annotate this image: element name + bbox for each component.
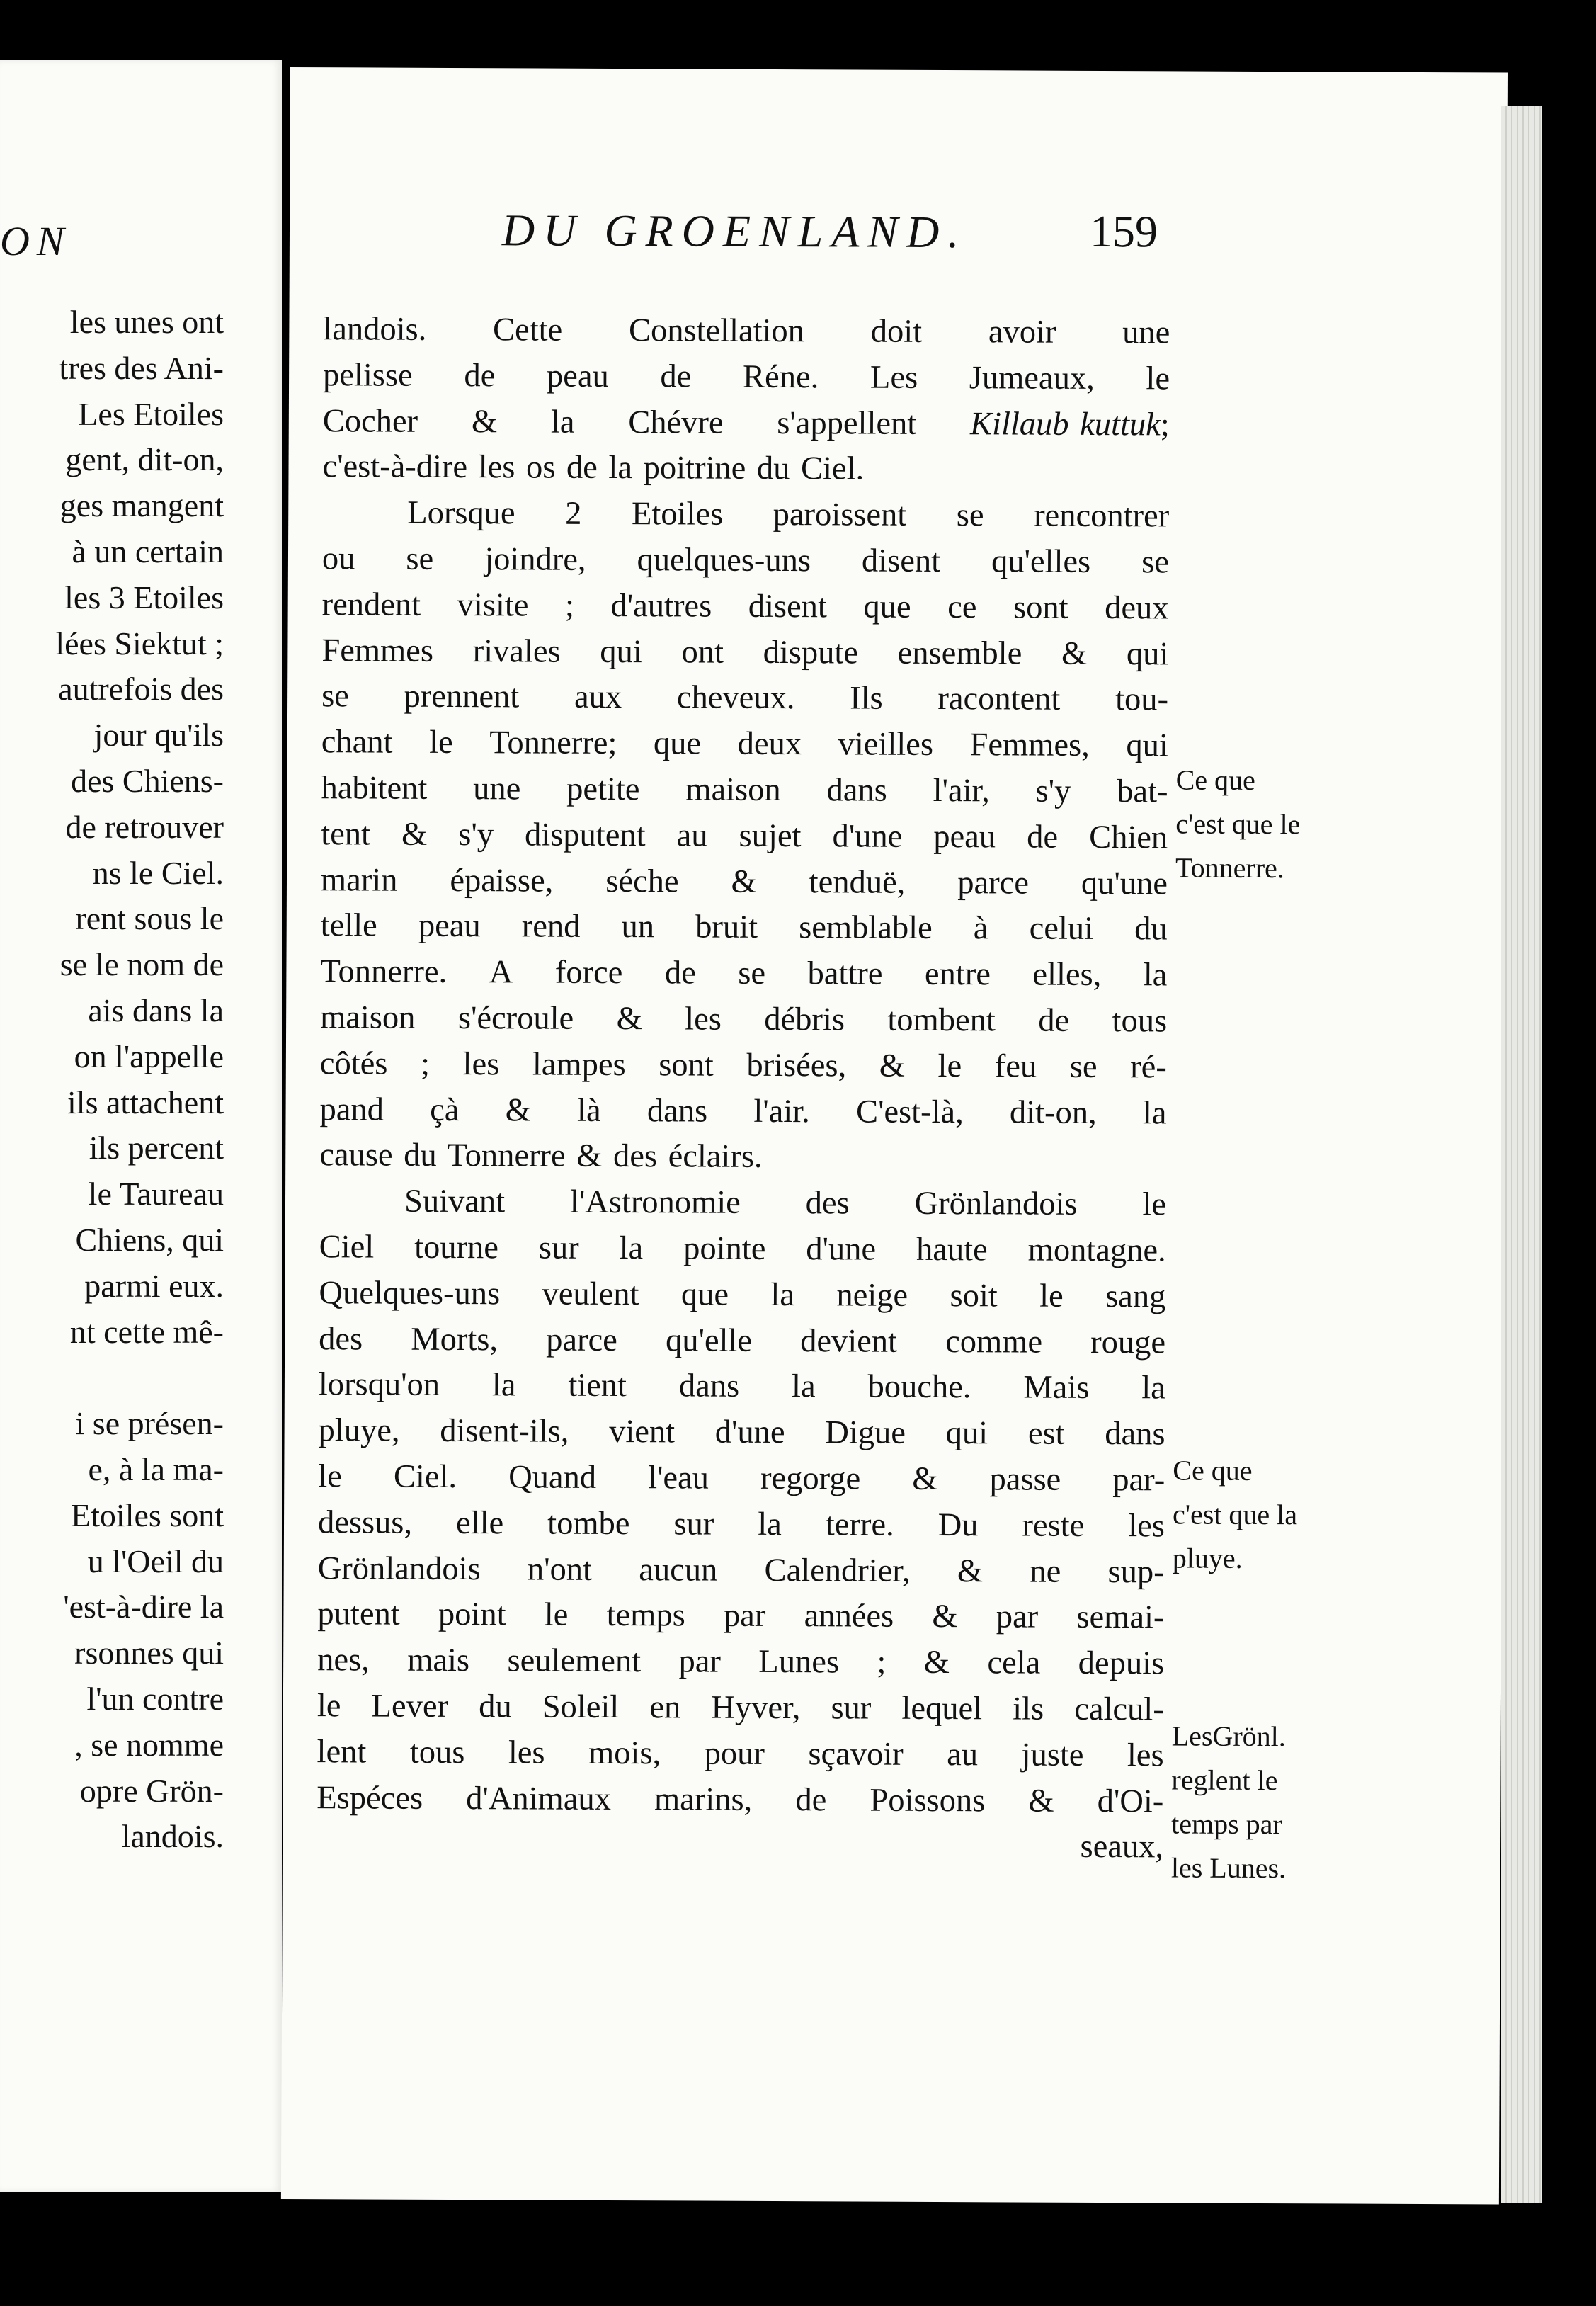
margin-note-line: Ce que — [1175, 763, 1255, 796]
margin-note-line: pluye. — [1172, 1542, 1243, 1574]
text-line: maison s'écroule & les débris tombent de tous — [320, 999, 1168, 1040]
left-text-line: tres des Ani- — [59, 349, 224, 386]
text-line: dessus, elle tombe sur la terre. Du reste les — [317, 1504, 1165, 1545]
left-text-line: ns le Ciel. — [92, 854, 224, 891]
text-line: Cocher & la Chévre s'appellent Killaub kuttuk; — [322, 402, 1170, 443]
margin-note — [1173, 1448, 1336, 1581]
text-line: des Morts, parce qu'elle devient comme rouge — [319, 1320, 1166, 1361]
left-text-line: jour qu'ils — [93, 717, 224, 754]
text-line: rendent visite ; d'autres disent que ce sont deux — [321, 586, 1169, 627]
left-text-line: de retrouver — [65, 808, 224, 845]
left-text-line: landois. — [121, 1818, 224, 1855]
margin-note-line: LesGrönl. — [1171, 1720, 1286, 1753]
text-line: telle peau rend un bruit semblable à celui du — [320, 907, 1168, 948]
left-text-line: autrefois des — [58, 671, 224, 708]
left-text-line: Etoiles sont — [71, 1496, 224, 1533]
text-line: cause du Tonnerre & des éclairs. — [319, 1137, 763, 1176]
text-line: tent & s'y disputent au sujet d'une peau de Chien — [321, 815, 1168, 856]
left-text-line: nt cette mê- — [69, 1313, 224, 1350]
text-line: seaux, — [1080, 1829, 1164, 1865]
left-text-line: lées Siektut ; — [55, 625, 224, 661]
text-line: le Lever du Soleil en Hyver, sur lequel ils calcul- — [317, 1688, 1164, 1728]
text-line: habitent une petite maison dans l'air, s'y bat- — [321, 770, 1168, 810]
left-text-line: e, à la ma- — [88, 1450, 224, 1487]
margin-note-line: c'est que le — [1175, 807, 1301, 841]
margin-note-line: Ce que — [1173, 1454, 1253, 1487]
left-text-line: ils attachent — [67, 1084, 224, 1120]
left-page — [0, 60, 282, 2192]
left-text-line: des Chiens- — [71, 762, 224, 799]
left-text-line: i se présen- — [75, 1405, 224, 1442]
left-text-line: à un certain — [72, 533, 224, 569]
left-text-line: , se nomme — [74, 1726, 224, 1763]
text-line: c'est-à-dire les os de la poitrine du Ciel. — [322, 448, 865, 487]
left-text-line: ils percent — [89, 1130, 224, 1166]
left-text-line: le Taureau — [88, 1176, 224, 1212]
right-page — [281, 67, 1508, 2204]
left-text-line: se le nom de — [59, 946, 224, 983]
running-head: DU GROENLAND. — [501, 205, 968, 258]
left-text-line: 'est-à-dire la — [63, 1589, 224, 1625]
text-line: ou se joindre, quelques-uns disent qu'elles se — [321, 540, 1170, 581]
text-line: Lorsque 2 Etoiles paroissent se rencontrer — [407, 494, 1170, 535]
margin-note-line: les Lunes. — [1170, 1851, 1287, 1885]
text-line: marin épaisse, séche & tenduë, parce qu'une — [320, 861, 1168, 902]
left-text-column — [0, 300, 224, 1860]
left-text-line: gent, dit-on, — [65, 441, 224, 478]
left-text-line: les 3 Etoiles — [64, 579, 224, 615]
margin-note-line: c'est que la — [1172, 1498, 1298, 1531]
left-text-line: ges mangent — [59, 487, 224, 524]
left-text-line: rsonnes qui — [74, 1635, 224, 1671]
text-line: pelisse de peau de Réne. Les Jumeaux, le — [322, 357, 1170, 397]
margin-note-line: Tonnerre. — [1175, 851, 1284, 885]
text-line: pand çà & là dans l'air. C'est-là, dit-on, la — [319, 1091, 1167, 1131]
main-text-column — [317, 307, 1170, 1870]
left-text-line: on l'appelle — [74, 1038, 224, 1074]
left-running-head: ON — [0, 218, 72, 264]
page-edges — [1501, 106, 1542, 2203]
text-line: pluye, disent-ils, vient d'une Digue qui est dans — [318, 1412, 1165, 1453]
left-text-line: Les Etoiles — [78, 395, 224, 432]
margin-note — [1175, 758, 1339, 890]
left-text-line: u l'Oeil du — [87, 1543, 224, 1579]
text-line: Espéces d'Animaux marins, de Poissons & d'Oi- — [317, 1779, 1164, 1819]
text-line: lorsqu'on la tient dans la bouche. Mais la — [318, 1366, 1165, 1407]
text-line: le Ciel. Quand l'eau regorge & passe par- — [318, 1458, 1165, 1499]
page-number: 159 — [1089, 205, 1158, 257]
text-line: Tonnerre. A force de se battre entre elles, la — [320, 953, 1168, 994]
margin-note-line: temps par — [1171, 1807, 1282, 1841]
left-text-line: l'un contre — [86, 1680, 224, 1717]
text-line: Grönlandois n'ont aucun Calendrier, & ne sup- — [317, 1550, 1165, 1590]
text-line: se prennent aux cheveux. Ils racontent tou- — [321, 678, 1169, 718]
left-text-line: rent sous le — [75, 900, 224, 937]
text-line: lent tous les mois, pour sçavoir au juste les — [317, 1733, 1164, 1774]
left-text-line — [0, 1355, 224, 1401]
text-line: Quelques-uns veulent que la neige soit le sang — [319, 1274, 1166, 1315]
margin-note — [1171, 1714, 1335, 1890]
left-text-line: Chiens, qui — [75, 1221, 224, 1258]
text-line: Ciel tourne sur la pointe d'une haute montagne. — [319, 1229, 1166, 1269]
text-line: Femmes rivales qui ont dispute ensemble & qui — [321, 632, 1169, 672]
margin-note-line: reglent le — [1171, 1763, 1278, 1797]
text-line: landois. Cette Constellation doit avoir une — [323, 311, 1170, 351]
left-text-line: opre Grön- — [79, 1772, 224, 1809]
text-line: côtés ; les lampes sont brisées, & le feu se ré- — [319, 1045, 1167, 1086]
text-line: putent point le temps par années & par semai- — [317, 1596, 1165, 1636]
text-line: chant le Tonnerre; que deux vieilles Femmes, qui — [321, 724, 1168, 764]
left-text-line: les unes ont — [69, 304, 224, 340]
text-line: nes, mais seulement par Lunes ; & cela depuis — [317, 1642, 1165, 1682]
text-line: Suivant l'Astronomie des Grönlandois le — [404, 1183, 1167, 1223]
left-text-line: ais dans la — [88, 992, 224, 1028]
left-text-line: parmi eux. — [84, 1267, 224, 1304]
